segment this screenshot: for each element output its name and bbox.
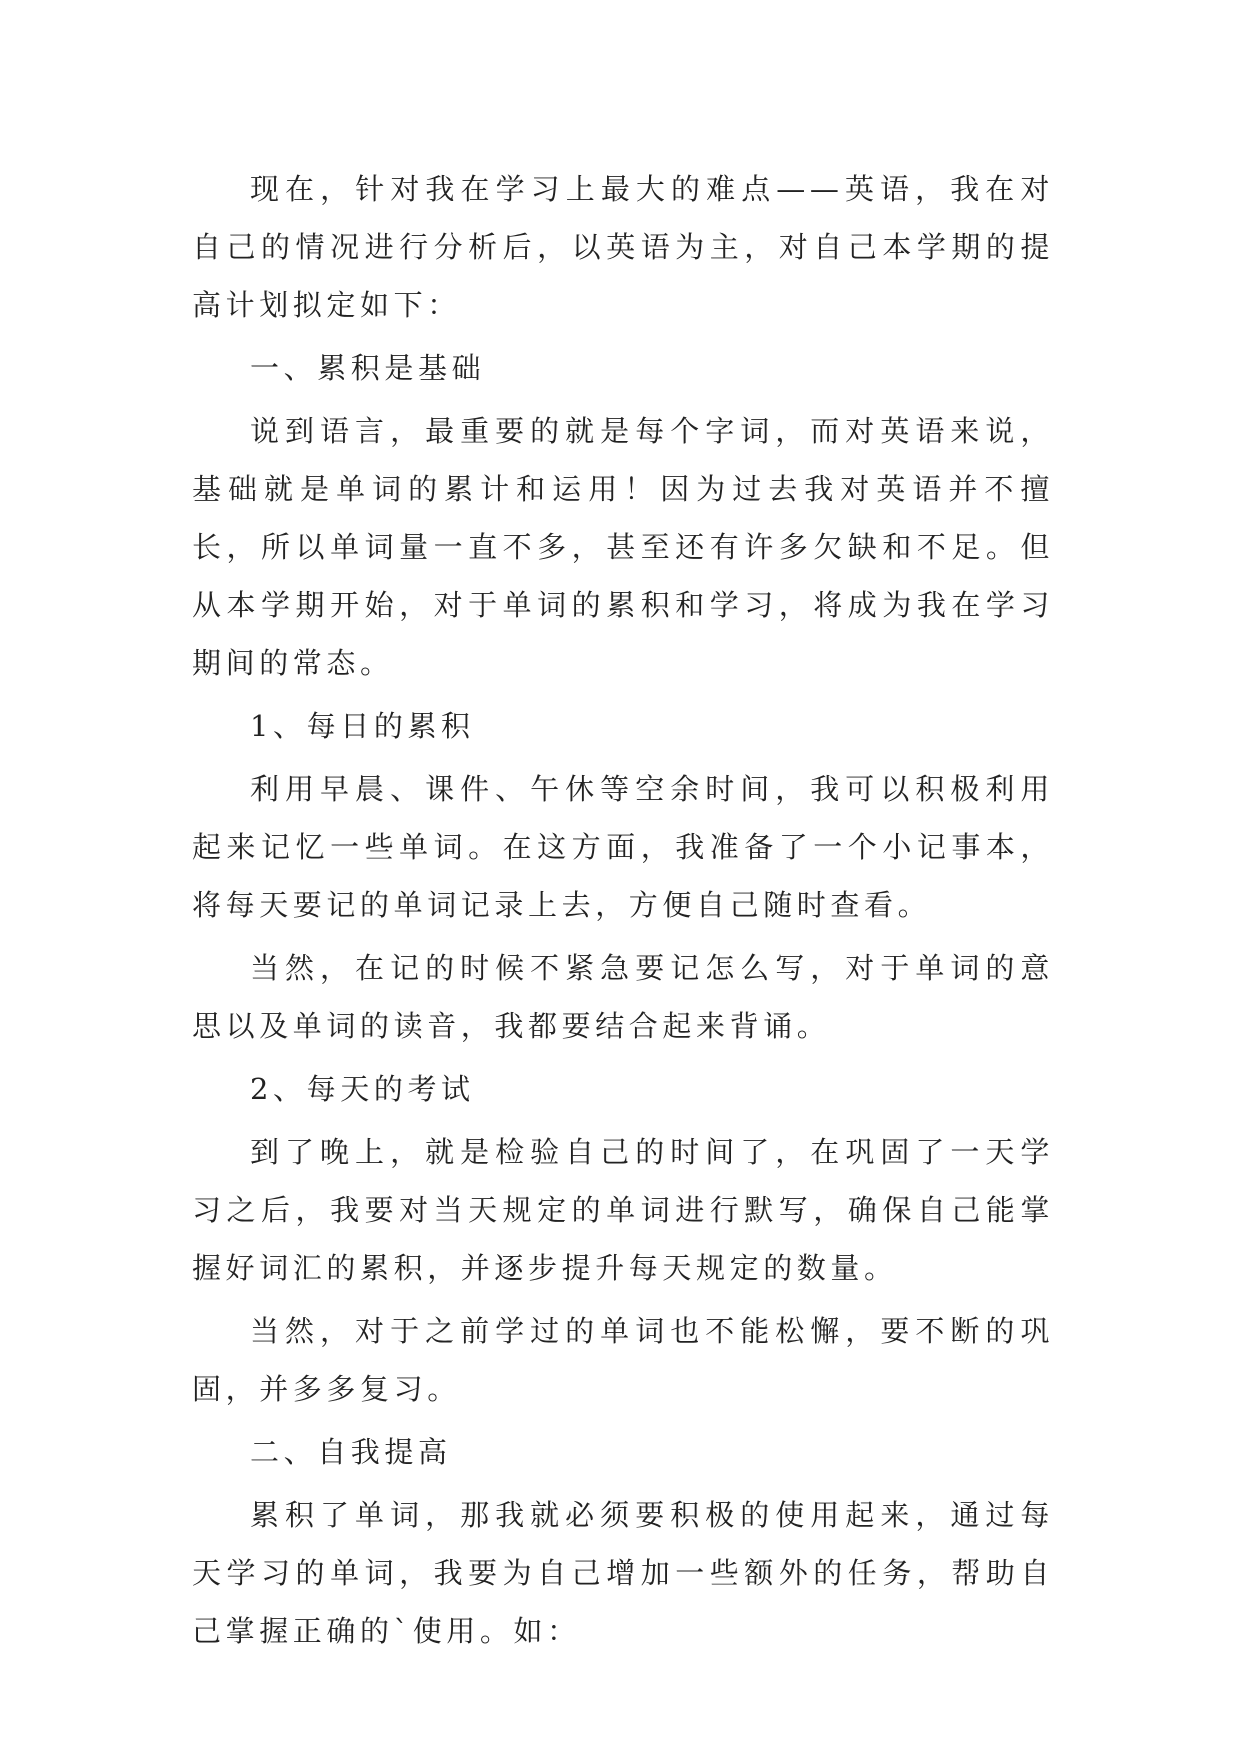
document-body	[192, 160, 1054, 1665]
review-note-paragraph: 当然，对于之前学过的单词也不能松懈，要不断的巩固，并多多复习。	[192, 1314, 1054, 1406]
section-heading-accumulation: 一、累积是基础	[250, 351, 486, 385]
subheading-daily-test: 2、每天的考试	[250, 1072, 475, 1106]
subheading-daily-accumulation: 1、每日的累积	[250, 709, 475, 743]
daily-accumulation-paragraph: 利用早晨、课件、午休等空余时间，我可以积极利用起来记忆一些单词。在这方面，我准备了一个小记事本，将每天要记的单词记录上去，方便自己随时查看。	[192, 772, 1054, 922]
self-improvement-paragraph: 累积了单词，那我就必须要积极的使用起来，通过每天学习的单词，我要为自己增加一些额外的任务，帮助自己掌握正确的`使用。如：	[192, 1498, 1054, 1648]
daily-test-paragraph: 到了晚上，就是检验自己的时间了，在巩固了一天学习之后，我要对当天规定的单词进行默写，确保自己能掌握好词汇的累积，并逐步提升每天规定的数量。	[192, 1135, 1054, 1285]
section-heading-self-improvement: 二、自我提高	[250, 1435, 452, 1469]
accumulation-paragraph: 说到语言，最重要的就是每个字词，而对英语来说，基础就是单词的累计和运用！因为过去我对英语并不擅长，所以单词量一直不多，甚至还有许多欠缺和不足。但从本学期开始，对于单词的累积和学习，将成为我在学习期间的常态。	[192, 414, 1054, 680]
memorize-note-paragraph: 当然，在记的时候不紧急要记怎么写，对于单词的意思以及单词的读音，我都要结合起来背诵。	[192, 951, 1054, 1043]
intro-paragraph: 现在，针对我在学习上最大的难点——英语，我在对自己的情况进行分析后，以英语为主，对自己本学期的提高计划拟定如下：	[192, 172, 1054, 322]
